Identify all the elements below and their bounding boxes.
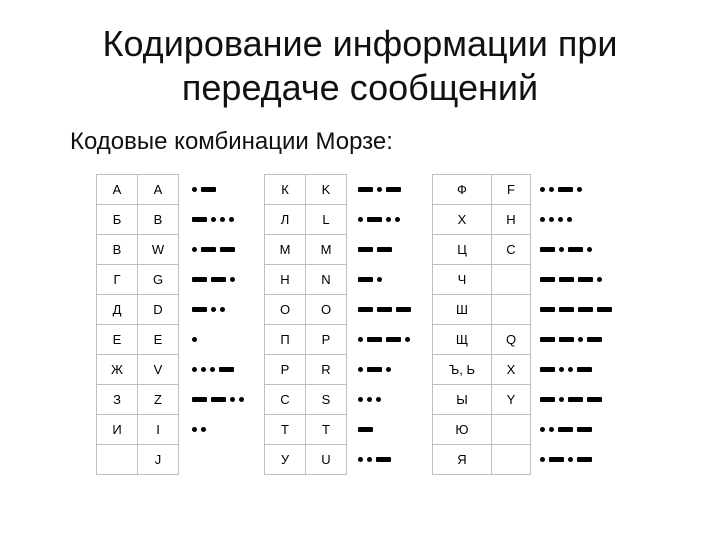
table-row [265, 265, 347, 295]
cyrillic-letter: Щ [433, 325, 492, 355]
latin-letter [492, 415, 531, 445]
morse-dot [239, 397, 244, 402]
morse-dot [229, 217, 234, 222]
cyrillic-letter: Т [265, 415, 306, 445]
table-row [97, 445, 179, 475]
morse-dash [540, 367, 555, 372]
morse-dot [367, 397, 372, 402]
morse-code-symbol [192, 185, 220, 197]
morse-dash [540, 277, 555, 282]
morse-dash [559, 277, 574, 282]
morse-dash [558, 187, 573, 192]
morse-dot [587, 247, 592, 252]
morse-dot [192, 187, 197, 192]
latin-letter: A [138, 175, 179, 205]
morse-code-symbol [540, 335, 606, 347]
table-row [97, 175, 179, 205]
morse-dash [540, 337, 555, 342]
morse-dot [386, 367, 391, 372]
morse-dash [597, 307, 612, 312]
table-row [433, 175, 531, 205]
table-row [97, 295, 179, 325]
latin-letter [492, 445, 531, 475]
morse-dash [577, 457, 592, 462]
slide-title [0, 22, 720, 110]
cyrillic-letter: М [265, 235, 306, 265]
morse-code-symbol [358, 425, 377, 437]
latin-letter: S [306, 385, 347, 415]
morse-dot [567, 217, 572, 222]
cyrillic-letter: А [97, 175, 138, 205]
morse-dash [358, 247, 373, 252]
table-row [433, 415, 531, 445]
morse-code-symbol [192, 275, 239, 287]
table-row [433, 325, 531, 355]
cyrillic-letter: Я [433, 445, 492, 475]
latin-letter: G [138, 265, 179, 295]
morse-dot [540, 427, 545, 432]
morse-dot [201, 427, 206, 432]
morse-code-symbol [540, 365, 596, 377]
slide-title-line-2: передаче сообщений [181, 67, 539, 108]
latin-letter: W [138, 235, 179, 265]
morse-dot [558, 217, 563, 222]
cyrillic-letter: Ж [97, 355, 138, 385]
cyrillic-letter: Х [433, 205, 492, 235]
morse-table-1 [96, 174, 179, 475]
morse-code-symbol [540, 275, 606, 287]
table-row [433, 205, 531, 235]
latin-letter: I [138, 415, 179, 445]
table-row [265, 235, 347, 265]
cyrillic-letter: Ъ, Ь [433, 355, 492, 385]
morse-dash [192, 217, 207, 222]
morse-dot [358, 217, 363, 222]
morse-dot [377, 187, 382, 192]
morse-dot [201, 367, 206, 372]
cyrillic-letter [97, 445, 138, 475]
morse-dot [540, 457, 545, 462]
morse-dash [192, 397, 207, 402]
latin-letter: K [306, 175, 347, 205]
morse-dot [540, 187, 545, 192]
morse-dot [192, 247, 197, 252]
latin-letter: O [306, 295, 347, 325]
morse-dash [358, 307, 373, 312]
morse-dot [568, 457, 573, 462]
morse-dot [367, 457, 372, 462]
table-row [97, 235, 179, 265]
cyrillic-letter: Ш [433, 295, 492, 325]
morse-dash [568, 247, 583, 252]
morse-dash [540, 307, 555, 312]
morse-dash [386, 337, 401, 342]
morse-code-symbol [540, 305, 616, 317]
morse-code-symbol [358, 395, 385, 407]
table-row [265, 325, 347, 355]
morse-dash [577, 367, 592, 372]
latin-letter: F [492, 175, 531, 205]
morse-dash [578, 277, 593, 282]
morse-code-symbol [358, 305, 415, 317]
morse-dash [377, 247, 392, 252]
morse-code-symbol [540, 395, 606, 407]
table-row [433, 265, 531, 295]
morse-code-symbol [358, 245, 396, 257]
cyrillic-letter: Р [265, 355, 306, 385]
morse-dot [192, 337, 197, 342]
morse-dash [367, 367, 382, 372]
cyrillic-letter: Д [97, 295, 138, 325]
cyrillic-letter: У [265, 445, 306, 475]
cyrillic-letter: С [265, 385, 306, 415]
table-row [97, 205, 179, 235]
morse-dot [192, 427, 197, 432]
cyrillic-letter: В [97, 235, 138, 265]
latin-letter: V [138, 355, 179, 385]
table-row [97, 415, 179, 445]
cyrillic-letter: Б [97, 205, 138, 235]
morse-dot [211, 217, 216, 222]
cyrillic-letter: З [97, 385, 138, 415]
morse-dash [578, 307, 593, 312]
morse-dot [559, 367, 564, 372]
latin-letter: U [306, 445, 347, 475]
latin-letter: C [492, 235, 531, 265]
morse-dot [358, 397, 363, 402]
cyrillic-letter: Ф [433, 175, 492, 205]
morse-dot [549, 427, 554, 432]
morse-dash [559, 307, 574, 312]
morse-dot [549, 187, 554, 192]
morse-dot [376, 397, 381, 402]
morse-code-symbol [540, 455, 596, 467]
morse-dash [358, 427, 373, 432]
morse-dot [210, 367, 215, 372]
table-row [97, 325, 179, 355]
table-row [265, 355, 347, 385]
morse-code-symbol [358, 275, 386, 287]
morse-dash [549, 457, 564, 462]
morse-dash [568, 397, 583, 402]
table-row [433, 235, 531, 265]
latin-letter: B [138, 205, 179, 235]
morse-dot [559, 247, 564, 252]
morse-dash [396, 307, 411, 312]
morse-dash [577, 427, 592, 432]
cyrillic-letter: Ы [433, 385, 492, 415]
morse-dash [192, 307, 207, 312]
morse-dash [358, 187, 373, 192]
morse-dash [587, 397, 602, 402]
morse-code-symbol [540, 185, 586, 197]
table-row [97, 265, 179, 295]
morse-dash [559, 337, 574, 342]
morse-dot [395, 217, 400, 222]
morse-table-3 [432, 174, 531, 475]
morse-dot [577, 187, 582, 192]
cyrillic-letter: П [265, 325, 306, 355]
morse-dot [211, 307, 216, 312]
morse-dot [559, 397, 564, 402]
table-row [433, 355, 531, 385]
morse-dash [211, 277, 226, 282]
morse-code-symbol [358, 455, 395, 467]
morse-dot [597, 277, 602, 282]
morse-dot [377, 277, 382, 282]
table-row [433, 385, 531, 415]
morse-dot [568, 367, 573, 372]
cyrillic-letter: И [97, 415, 138, 445]
latin-letter: H [492, 205, 531, 235]
latin-letter [492, 295, 531, 325]
morse-dash [219, 367, 234, 372]
morse-dot [386, 217, 391, 222]
cyrillic-letter: Ц [433, 235, 492, 265]
morse-code-symbol [540, 425, 596, 437]
latin-letter: P [306, 325, 347, 355]
latin-letter: D [138, 295, 179, 325]
morse-dot [540, 217, 545, 222]
latin-letter: M [306, 235, 347, 265]
morse-dash [558, 427, 573, 432]
cyrillic-letter: К [265, 175, 306, 205]
morse-dot [220, 307, 225, 312]
latin-letter: Q [492, 325, 531, 355]
morse-dot [358, 337, 363, 342]
cyrillic-letter: Ч [433, 265, 492, 295]
morse-dash [540, 397, 555, 402]
morse-table-2 [264, 174, 347, 475]
latin-letter: Y [492, 385, 531, 415]
morse-dot [220, 217, 225, 222]
morse-code-symbol [540, 245, 596, 257]
morse-dot [230, 277, 235, 282]
cyrillic-letter: Г [97, 265, 138, 295]
slide-title-line-1: Кодирование информации при [102, 23, 618, 64]
table-row [265, 415, 347, 445]
morse-code-symbol [540, 215, 576, 227]
cyrillic-letter: Н [265, 265, 306, 295]
morse-code-symbol [358, 365, 395, 377]
cyrillic-letter: Л [265, 205, 306, 235]
morse-dash [377, 307, 392, 312]
morse-dot [192, 367, 197, 372]
morse-dash [540, 247, 555, 252]
morse-dot [549, 217, 554, 222]
morse-dash [367, 217, 382, 222]
latin-letter: X [492, 355, 531, 385]
morse-dot [578, 337, 583, 342]
cyrillic-letter: Ю [433, 415, 492, 445]
table-row [265, 205, 347, 235]
morse-code-symbol [192, 245, 239, 257]
table-row [97, 355, 179, 385]
slide-subtitle: Кодовые комбинации Морзе: [70, 128, 393, 155]
morse-code-symbol [192, 215, 238, 227]
morse-code-symbol [358, 215, 404, 227]
table-row [265, 175, 347, 205]
morse-dash [367, 337, 382, 342]
table-row [97, 385, 179, 415]
morse-code-symbol [192, 425, 210, 437]
morse-code-symbol [358, 335, 414, 347]
morse-dash [211, 397, 226, 402]
latin-letter: Z [138, 385, 179, 415]
table-row [265, 445, 347, 475]
table-row [265, 295, 347, 325]
morse-code-symbol [192, 365, 238, 377]
table-row [265, 385, 347, 415]
latin-letter: E [138, 325, 179, 355]
latin-letter: N [306, 265, 347, 295]
morse-dash [386, 187, 401, 192]
morse-dash [201, 247, 216, 252]
morse-dot [405, 337, 410, 342]
latin-letter: J [138, 445, 179, 475]
morse-code-symbol [192, 395, 248, 407]
morse-dash [358, 277, 373, 282]
morse-code-symbol [192, 335, 201, 347]
morse-dash [376, 457, 391, 462]
latin-letter [492, 265, 531, 295]
latin-letter: T [306, 415, 347, 445]
morse-dot [358, 457, 363, 462]
latin-letter: R [306, 355, 347, 385]
morse-dash [192, 277, 207, 282]
table-row [433, 295, 531, 325]
morse-dot [230, 397, 235, 402]
table-row [433, 445, 531, 475]
morse-dash [201, 187, 216, 192]
morse-code-symbol [192, 305, 229, 317]
cyrillic-letter: Е [97, 325, 138, 355]
latin-letter: L [306, 205, 347, 235]
morse-dash [587, 337, 602, 342]
morse-dot [358, 367, 363, 372]
cyrillic-letter: О [265, 295, 306, 325]
morse-code-symbol [358, 185, 405, 197]
morse-dash [220, 247, 235, 252]
